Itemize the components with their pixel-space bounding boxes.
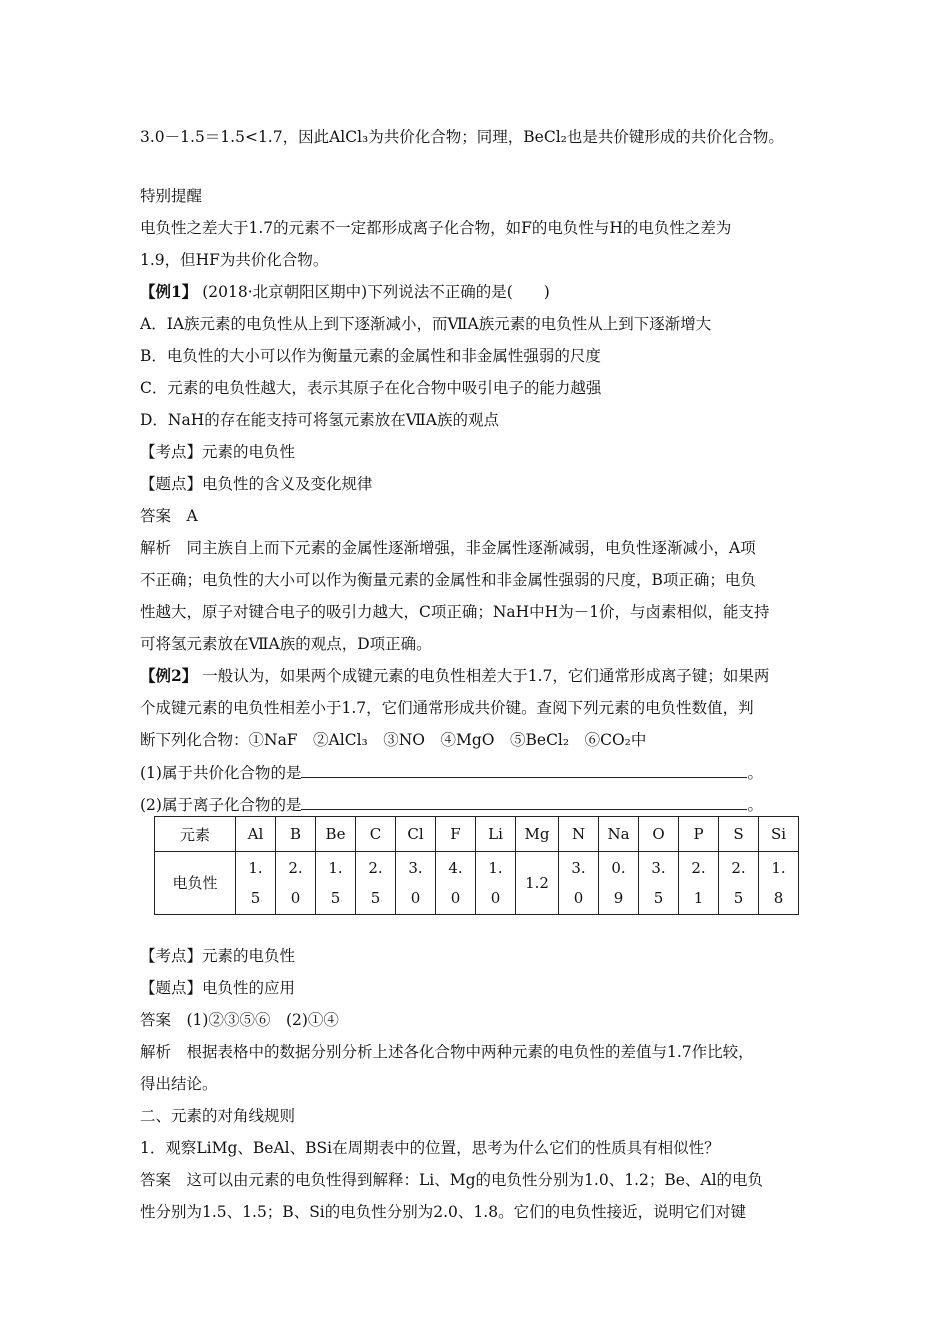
element-cell: F (436, 817, 476, 852)
element-cell: P (679, 817, 719, 852)
answer-blank-1[interactable] (301, 762, 747, 778)
element-cell: Si (759, 817, 799, 852)
answer: 答案 (1)②③⑤⑥ (2)①④ (140, 1011, 339, 1029)
table-value-row (155, 852, 799, 915)
value-cell: 1.2 (516, 852, 559, 915)
option-b: B．电负性的大小可以作为衡量元素的金属性和非金属性强弱的尺度 (140, 347, 601, 365)
value-cell: 1. 8 (759, 852, 799, 915)
example-2-tag: 【例2】 (140, 666, 198, 685)
answer: 答案 A (140, 507, 198, 525)
question-1-label: (1)属于共价化合物的是 (140, 764, 302, 782)
tip-title: 特别提醒 (140, 187, 203, 205)
value-cell: 1. 5 (316, 852, 356, 915)
period: 。 (747, 796, 763, 814)
value-cell: 1. 5 (236, 852, 276, 915)
element-cell: C (356, 817, 396, 852)
value-cell: 2. 5 (356, 852, 396, 915)
element-cell: Li (476, 817, 516, 852)
element-cell: S (719, 817, 759, 852)
answer-blank-2[interactable] (301, 794, 747, 810)
value-cell: 3. 0 (396, 852, 436, 915)
element-cell: O (639, 817, 679, 852)
value-cell: 0. 9 (599, 852, 639, 915)
text-line: 3.0－1.5＝1.5<1.7，因此AlCl₃为共价化合物；同理，BeCl₂也是共价键形成的共价化合物。 (140, 128, 784, 146)
value-cell: 3. 5 (639, 852, 679, 915)
kaodian: 【考点】元素的电负性 (140, 947, 296, 965)
element-cell: Cl (396, 817, 436, 852)
option-d: D．NaH的存在能支持可将氢元素放在ⅦA族的观点 (140, 411, 499, 429)
electronegativity-table (154, 816, 799, 915)
text-line: 1．观察LiMg、BeAl、BSi在周期表中的位置，思考为什么它们的性质具有相似性？ (140, 1139, 720, 1157)
text-line: 个成键元素的电负性相差小于1.7，它们通常形成共价键。查阅下列元素的电负性数值，判 (140, 699, 754, 717)
value-label-cell: 电负性 (155, 852, 236, 915)
value-cell: 2. 1 (679, 852, 719, 915)
element-cell: Be (316, 817, 356, 852)
option-c: C．元素的电负性越大，表示其原子在化合物中吸引电子的能力越强 (140, 379, 602, 397)
question-2-label: (2)属于离子化合物的是 (140, 796, 302, 814)
example-1-stem: (2018·北京朝阳区期中)下列说法不正确的是( ) (202, 283, 550, 301)
element-cell: Na (599, 817, 639, 852)
value-cell: 3. 0 (559, 852, 599, 915)
analysis-line: 可将氢元素放在ⅦA族的观点，D项正确。 (140, 635, 432, 653)
analysis-line: 解析 同主族自上而下元素的金属性逐渐增强，非金属性逐渐减弱，电负性逐渐减小，A项 (140, 539, 756, 557)
text-line: 性分别为1.5、1.5；B、Si的电负性分别为2.0、1.8。它们的电负性接近，说明它们对键 (140, 1203, 747, 1221)
example-2-question (140, 666, 769, 686)
text-line: 电负性之差大于1.7的元素不一定都形成离子化合物，如F的电负性与H的电负性之差为 (140, 219, 732, 237)
header-label-cell: 元素 (155, 817, 236, 852)
value-cell: 2. 5 (719, 852, 759, 915)
text-line: 答案 这可以由元素的电负性得到解释：Li、Mg的电负性分别为1.0、1.2；Be、Al的电负 (140, 1171, 764, 1189)
option-a: A．ⅠA族元素的电负性从上到下逐渐减小，而ⅦA族元素的电负性从上到下逐渐增大 (140, 315, 712, 333)
question-2 (140, 794, 763, 815)
value-cell: 4. 0 (436, 852, 476, 915)
tidian: 【题点】电负性的含义及变化规律 (140, 475, 373, 493)
analysis-line: 得出结论。 (140, 1075, 218, 1093)
question-1 (140, 762, 763, 783)
analysis-line: 性越大，原子对键合电子的吸引力越大，C项正确；NaH中H为－1价，与卤素相似，能支持 (140, 603, 770, 621)
value-cell: 1. 0 (476, 852, 516, 915)
element-cell: B (276, 817, 316, 852)
section-heading: 二、元素的对角线规则 (140, 1107, 296, 1125)
element-cell: Al (236, 817, 276, 852)
kaodian: 【考点】元素的电负性 (140, 443, 296, 461)
analysis-line: 解析 根据表格中的数据分别分析上述各化合物中两种元素的电负性的差值与1.7作比较， (140, 1043, 754, 1061)
example-1-tag: 【例1】 (140, 282, 198, 301)
value-cell: 2. 0 (276, 852, 316, 915)
element-cell: N (559, 817, 599, 852)
analysis-line: 不正确；电负性的大小可以作为衡量元素的金属性和非金属性强弱的尺度，B项正确；电负 (140, 571, 756, 589)
element-cell: Mg (516, 817, 559, 852)
period: 。 (747, 764, 763, 782)
text-line: 1.9，但HF为共价化合物。 (140, 251, 329, 269)
tidian: 【题点】电负性的应用 (140, 979, 296, 997)
example-2-stem: 一般认为，如果两个成键元素的电负性相差大于1.7，它们通常形成离子键；如果两 (202, 667, 770, 685)
table-header-row (155, 817, 799, 852)
text-line: 断下列化合物：①NaF ②AlCl₃ ③NO ④MgO ⑤BeCl₂ ⑥CO₂中 (140, 731, 647, 749)
example-1-question (140, 282, 550, 302)
